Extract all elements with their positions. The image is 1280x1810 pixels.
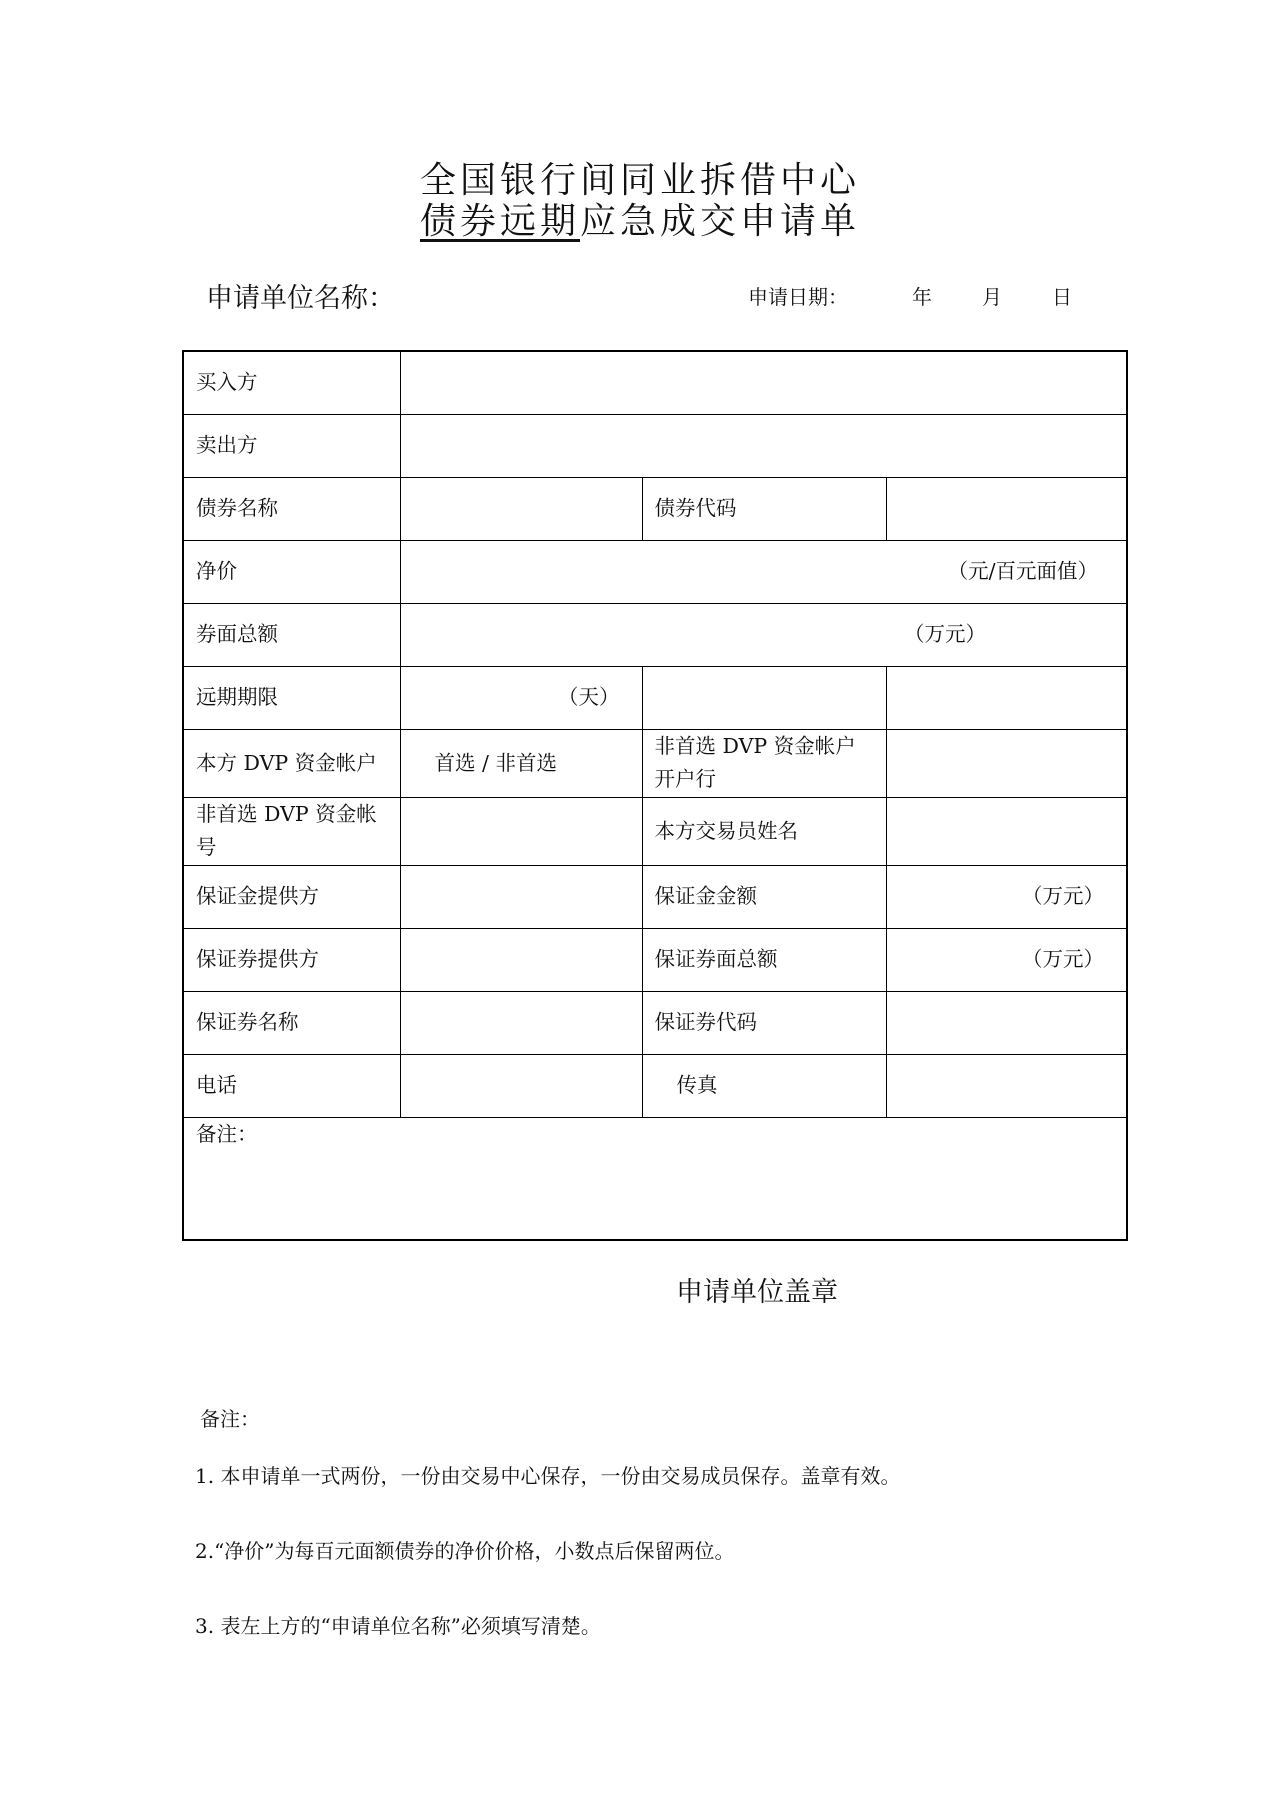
buyer-field[interactable] [400, 351, 1127, 414]
collateral-provider-field[interactable] [400, 928, 642, 991]
fax-label: 传真 [642, 1054, 886, 1117]
form-title-line2 [0, 193, 1280, 244]
term-extra-field[interactable] [642, 666, 886, 729]
seller-field[interactable] [400, 414, 1127, 477]
bond-code-label: 债券代码 [642, 477, 886, 540]
seller-label: 卖出方 [183, 414, 400, 477]
collateral-face-total-field[interactable]: （万元） [886, 928, 1127, 991]
note-item: 2.“净价”为每百元面额债券的净价价格，小数点后保留两位。 [195, 1539, 735, 1563]
note-item: 3. 表左上方的“申请单位名称”必须填写清楚。 [195, 1614, 601, 1638]
phone-field[interactable] [400, 1054, 642, 1117]
table-row [183, 797, 1127, 865]
margin-amount-field[interactable]: （万元） [886, 865, 1127, 928]
trader-name-label: 本方交易员姓名 [642, 797, 886, 865]
bond-name-field[interactable] [400, 477, 642, 540]
form-title-line1: 全国银行间同业拆借中心 [419, 160, 860, 201]
collateral-provider-label: 保证券提供方 [183, 928, 400, 991]
buyer-label: 买入方 [183, 351, 400, 414]
margin-amount-label: 保证金金额 [642, 865, 886, 928]
bond-name-label: 债券名称 [183, 477, 400, 540]
table-row [183, 865, 1127, 928]
notes-title: 备注： [200, 1407, 260, 1431]
term-field[interactable]: （天） [400, 666, 642, 729]
table-row [183, 351, 1127, 414]
table-row [183, 414, 1127, 477]
non-pref-account-field[interactable] [400, 797, 642, 865]
date-year: 年 [912, 285, 932, 309]
remark-field[interactable]: 备注： [183, 1117, 1127, 1240]
table-row [183, 729, 1127, 797]
table-row [183, 540, 1127, 603]
date-day: 日 [1052, 285, 1072, 309]
collateral-face-total-label: 保证券面总额 [642, 928, 886, 991]
table-row [183, 1054, 1127, 1117]
application-form-table [182, 350, 1128, 1241]
collateral-code-field[interactable] [886, 991, 1127, 1054]
collateral-name-label: 保证券名称 [183, 991, 400, 1054]
phone-label: 电话 [183, 1054, 400, 1117]
non-pref-account-label: 非首选 DVP 资金帐号 [183, 797, 400, 865]
fax-field[interactable] [886, 1054, 1127, 1117]
table-row [183, 1117, 1127, 1240]
face-total-label: 券面总额 [183, 603, 400, 666]
table-row [183, 928, 1127, 991]
table-row [183, 666, 1127, 729]
collateral-code-label: 保证券代码 [642, 991, 886, 1054]
non-pref-bank-label: 非首选 DVP 资金帐户开户行 [642, 729, 886, 797]
term-label: 远期期限 [183, 666, 400, 729]
note-item: 1. 本申请单一式两份，一份由交易中心保存，一份由交易成员保存。盖章有效。 [195, 1464, 901, 1488]
date-label: 申请日期： [748, 285, 848, 309]
term-extra-field-2[interactable] [886, 666, 1127, 729]
margin-provider-field[interactable] [400, 865, 642, 928]
date-month: 月 [982, 285, 1002, 309]
title-underlined-part: 债券远期 [419, 201, 580, 242]
collateral-name-field[interactable] [400, 991, 642, 1054]
trader-name-field[interactable] [886, 797, 1127, 865]
table-row [183, 477, 1127, 540]
seal-label: 申请单位盖章 [676, 1277, 838, 1308]
dvp-account-label: 本方 DVP 资金帐户 [183, 729, 400, 797]
table-row [183, 603, 1127, 666]
net-price-field[interactable]: （元/百元面值） [400, 540, 1127, 603]
dvp-choice-field[interactable]: 首选 / 非首选 [400, 729, 642, 797]
net-price-label: 净价 [183, 540, 400, 603]
bond-code-field[interactable] [886, 477, 1127, 540]
title-rest: 应急成交申请单 [580, 201, 861, 242]
table-row [183, 991, 1127, 1054]
margin-provider-label: 保证金提供方 [183, 865, 400, 928]
non-pref-bank-field[interactable] [886, 729, 1127, 797]
face-total-field[interactable]: （万元） [400, 603, 1127, 666]
applicant-name-label: 申请单位名称： [206, 283, 395, 314]
application-date [748, 281, 1072, 310]
